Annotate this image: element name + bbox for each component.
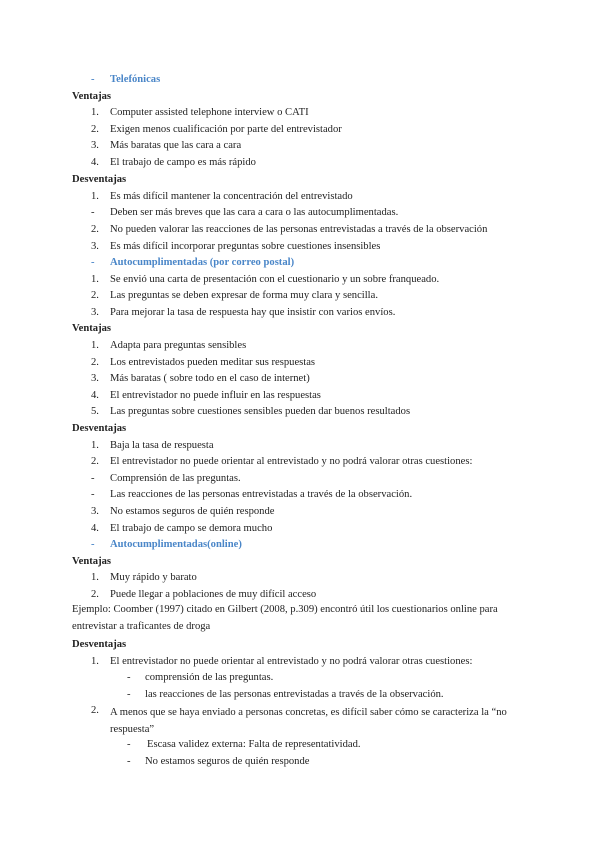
- list-marker: -: [91, 207, 95, 218]
- list-marker: 1.: [91, 340, 99, 351]
- list-marker: 5.: [91, 406, 99, 417]
- list-marker: -: [127, 672, 131, 683]
- list-text: El entrevistador no puede influir en las respuestas: [110, 390, 321, 401]
- list-marker: -: [127, 756, 131, 767]
- list-marker: 3.: [91, 241, 99, 252]
- list-marker: -: [127, 739, 131, 750]
- list-text: El trabajo de campo es más rápido: [110, 157, 256, 168]
- list-marker: 3.: [91, 373, 99, 384]
- list-marker: 4.: [91, 390, 99, 401]
- list-marker: 3.: [91, 506, 99, 517]
- list-text: Muy rápido y barato: [110, 572, 197, 583]
- heading-text: Ventajas: [72, 556, 112, 567]
- list-text: Más baratas que las cara a cara: [110, 140, 242, 151]
- section-title: Telefónicas: [110, 74, 161, 85]
- list-marker: 2.: [91, 357, 99, 368]
- list-text: Computer assisted telephone interview o CATI: [110, 107, 309, 118]
- section-title: Autocumplimentadas(online): [110, 539, 242, 550]
- list-marker: 2.: [91, 589, 99, 600]
- list-marker: 4.: [91, 523, 99, 534]
- list-text: Adapta para preguntas sensibles: [110, 340, 247, 351]
- list-marker: -: [91, 473, 95, 484]
- list-text: Es más difícil mantener la concentración del entrevistado: [110, 191, 353, 202]
- list-text: El entrevistador no puede orientar al entrevistado y no podrá valorar otras cuestiones:: [110, 656, 473, 667]
- list-marker: 4.: [91, 157, 99, 168]
- heading-text: Ventajas: [72, 91, 112, 102]
- list-marker: 1.: [91, 191, 99, 202]
- list-marker: 1.: [91, 440, 99, 451]
- list-text: Exigen menos cualificación por parte del entrevistador: [110, 124, 342, 135]
- list-marker: 2.: [91, 456, 99, 467]
- list-text: Las reacciones de las personas entrevistadas a través de la observación.: [110, 489, 413, 500]
- list-text: Puede llegar a poblaciones de muy difícil acceso: [110, 589, 317, 600]
- dash-marker: -: [91, 539, 95, 550]
- dash-marker: -: [91, 74, 95, 85]
- list-marker: 2.: [91, 290, 99, 301]
- list-marker: 1.: [91, 107, 99, 118]
- list-marker: 1.: [91, 656, 99, 667]
- list-marker: 3.: [91, 140, 99, 151]
- example-paragraph: Ejemplo: Coomber (1997) citado en Gilbert (2008, p.309) encontró útil los cuestionarios online para entrevistar a traficantes de droga: [72, 604, 498, 632]
- list-marker: 2.: [91, 224, 99, 235]
- heading-text: Desventajas: [72, 174, 127, 185]
- list-text: Es más difícil incorporar preguntas sobre cuestiones insensibles: [110, 241, 381, 252]
- list-text: No estamos seguros de quién responde: [145, 756, 310, 767]
- list-marker: 1.: [91, 274, 99, 285]
- heading-text: Desventajas: [72, 423, 127, 434]
- list-text: El entrevistador no puede orientar al entrevistado y no podrá valorar otras cuestiones:: [110, 456, 473, 467]
- list-text: No pueden valorar las reacciones de las personas entrevistadas a través de la observación: [110, 224, 488, 235]
- list-text: Las preguntas se deben expresar de forma muy clara y sencilla.: [110, 290, 378, 301]
- list-marker: 2.: [91, 705, 99, 716]
- list-text: comprensión de las preguntas.: [145, 672, 274, 683]
- list-marker: -: [91, 489, 95, 500]
- list-marker: 1.: [91, 572, 99, 583]
- list-text: Deben ser más breves que las cara a cara o las autocumplimentadas.: [110, 207, 399, 218]
- list-text: Baja la tasa de respuesta: [110, 440, 214, 451]
- list-text: Escasa validez externa: Falta de representatividad.: [147, 739, 361, 750]
- list-text: A menos que se haya enviado a personas concretas, es difícil saber cómo se caracteriza la “no respuesta”: [110, 707, 507, 735]
- list-text: Comprensión de las preguntas.: [110, 473, 241, 484]
- list-text: Más baratas ( sobre todo en el caso de internet): [110, 373, 310, 384]
- section-title: Autocumplimentadas (por correo postal): [110, 257, 295, 268]
- list-text: Las preguntas sobre cuestiones sensibles pueden dar buenos resultados: [110, 406, 411, 417]
- list-text: No estamos seguros de quién responde: [110, 506, 275, 517]
- list-text: El trabajo de campo se demora mucho: [110, 523, 273, 534]
- list-marker: 3.: [91, 307, 99, 318]
- list-marker: -: [127, 689, 131, 700]
- list-marker: 2.: [91, 124, 99, 135]
- heading-text: Ventajas: [72, 323, 112, 334]
- list-text: Para mejorar la tasa de respuesta hay que insistir con varios envíos.: [110, 307, 396, 318]
- list-text: las reacciones de las personas entrevistadas a través de la observación.: [145, 689, 444, 700]
- list-text: Se envió una carta de presentación con el cuestionario y un sobre franqueado.: [110, 274, 440, 285]
- dash-marker: -: [91, 257, 95, 268]
- list-text: Los entrevistados pueden meditar sus respuestas: [110, 357, 316, 368]
- heading-text: Desventajas: [72, 639, 127, 650]
